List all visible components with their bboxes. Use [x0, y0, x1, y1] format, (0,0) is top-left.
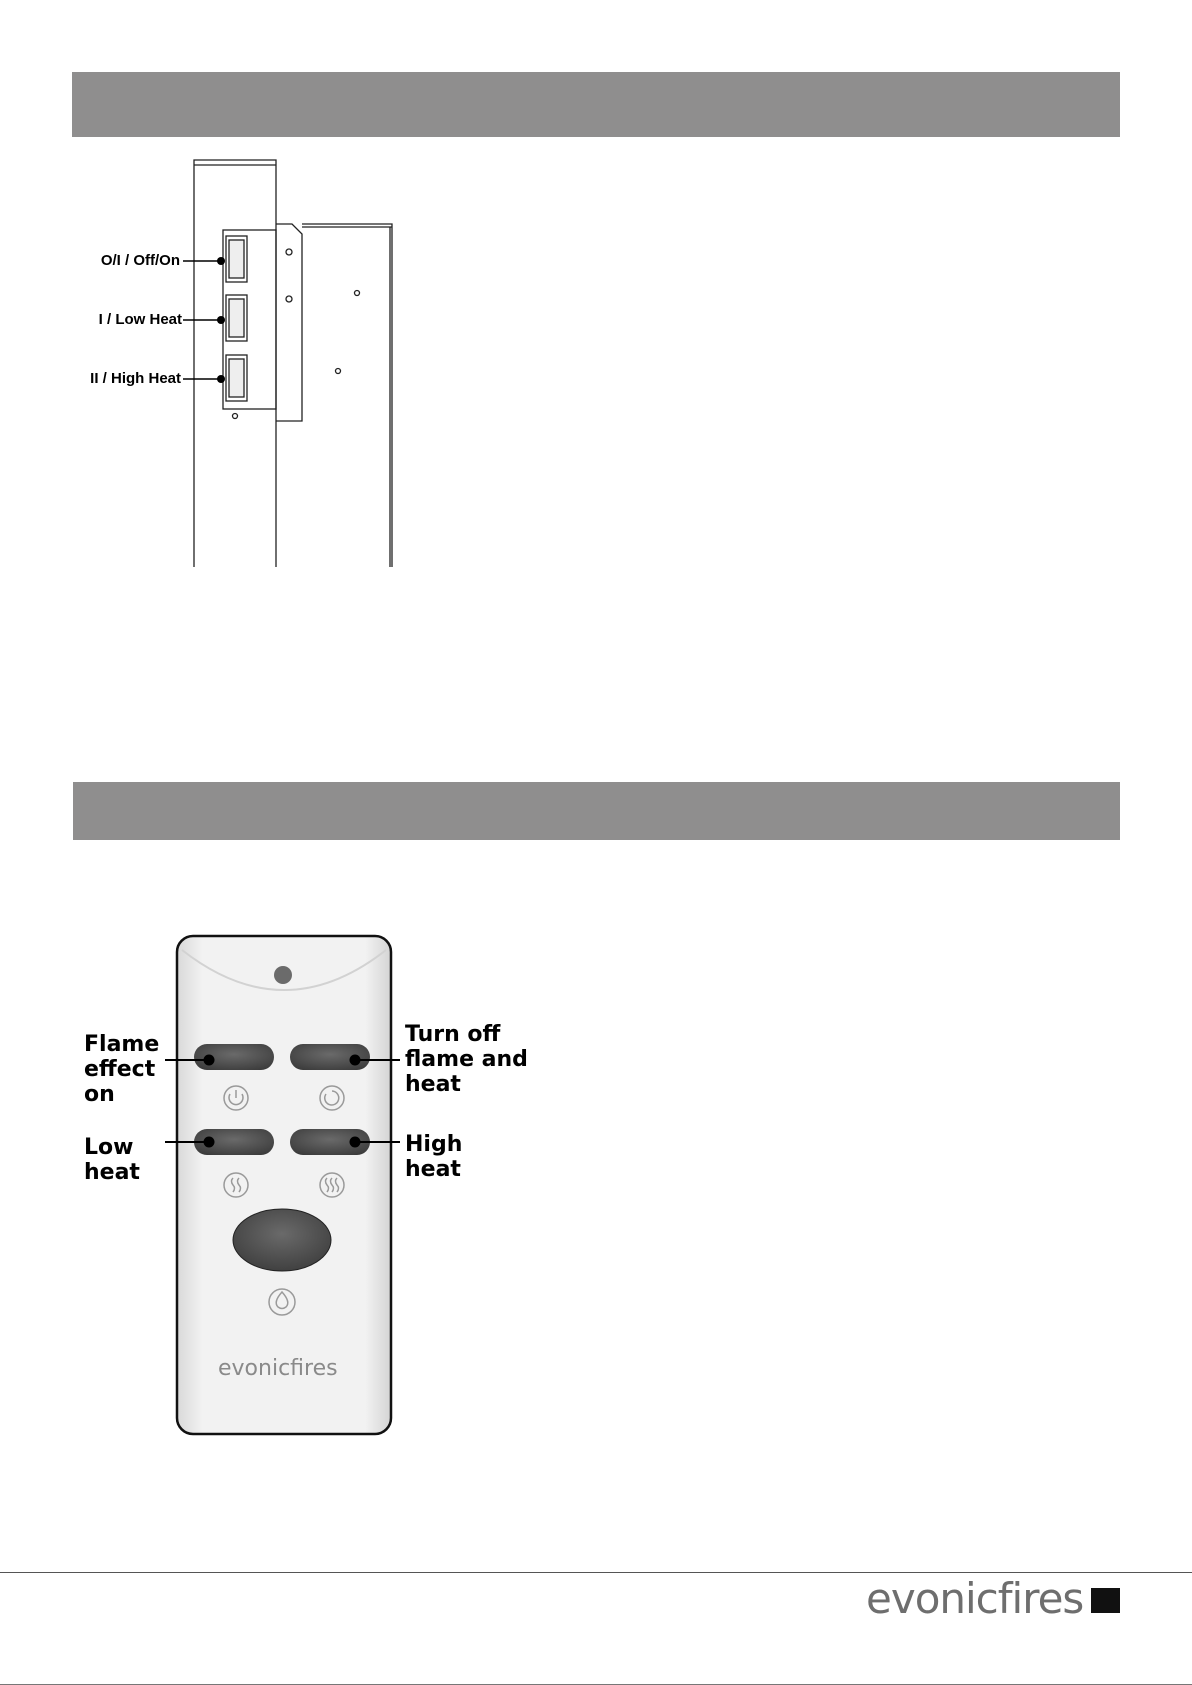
switch-label-low-heat: I / Low Heat — [98, 311, 182, 328]
section-header-bar-1 — [72, 72, 1120, 137]
button-label-turn-off: Turn off flame and heat — [405, 1022, 528, 1097]
section-header-bar-2 — [73, 782, 1120, 840]
footer-brand-logo: evonicfires — [866, 1574, 1084, 1623]
side-control-panel-diagram — [70, 155, 410, 570]
footer-divider — [0, 1572, 1192, 1573]
switch-label-high-heat: II / High Heat — [90, 370, 181, 387]
switch-label-on-off: O/I / Off/On — [100, 252, 180, 269]
remote-brand-logo: evonicfires — [218, 1356, 338, 1381]
button-label-flame-effect-on: Flame effect on — [84, 1032, 160, 1107]
button-label-high-heat: High heat — [405, 1132, 463, 1182]
button-label-low-heat: Low heat — [84, 1135, 140, 1185]
page-marker-square — [1091, 1588, 1120, 1613]
